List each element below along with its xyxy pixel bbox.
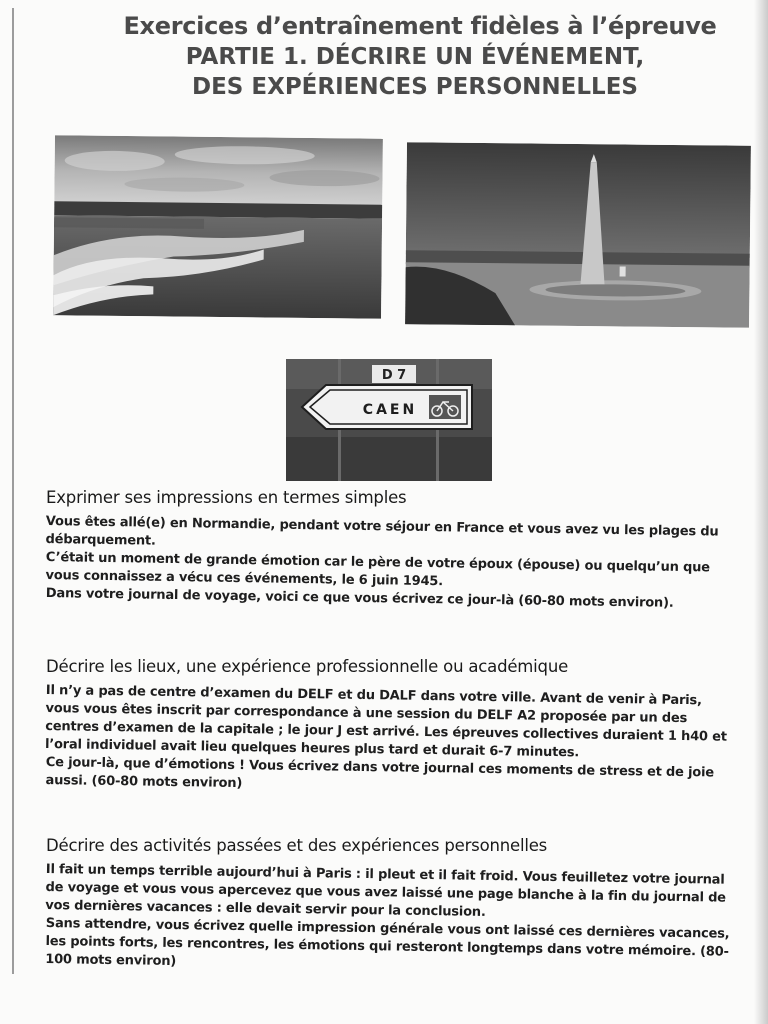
section-describe-places bbox=[46, 657, 736, 790]
section-heading: Exprimer ses impressions en termes simples bbox=[46, 488, 407, 507]
section-paragraph: Sans attendre, vous écrivez quelle impression générale vous ont laissé ces dernières vacances, les points forts, les rencontres, les émotions qui resteront longtemps dans votre mémoire. (80-100 mots environ) bbox=[45, 915, 730, 970]
section-heading: Décrire des activités passées et des expériences personnelles bbox=[46, 836, 548, 855]
page-header bbox=[40, 12, 760, 100]
section-paragraph: C’était un moment de grande émotion car le père de votre époux (épouse) ou quelqu’un que vous connaissez a vécu ces événements, le 6 juin 1945. bbox=[45, 549, 710, 590]
margin-rule bbox=[12, 8, 14, 974]
section-heading: Décrire les lieux, une expérience professionnelle ou académique bbox=[46, 657, 569, 676]
page-edge-shadow bbox=[754, 0, 768, 1024]
road-sign-photo bbox=[286, 359, 492, 481]
beach-photo bbox=[53, 135, 383, 318]
section-paragraph: Il fait un temps terrible aujourd’hui à Paris : il pleut et il fait froid. Vous feuilletez votre journal de voyage et vous vous apercevez que vous avez laissé une page blanche à la fin du journal de vos dernières vacances : elle devait servir pour la conclusion. bbox=[45, 861, 726, 920]
page-title: Exercices d’entraînement fidèles à l’épreuve bbox=[123, 12, 717, 40]
section-express-impressions bbox=[45, 488, 736, 611]
monument-photo bbox=[405, 142, 751, 328]
sign-city-name: CAEN bbox=[362, 402, 418, 418]
part-title-line-1: PARTIE 1. DÉCRIRE UN ÉVÉNEMENT, bbox=[185, 44, 645, 70]
section-paragraph: Ce jour-là, que d’émotions ! Vous écrivez dans votre journal ces moments de stress et de joie aussi. (60-80 mots environ) bbox=[45, 754, 715, 792]
sign-road-number: D 7 bbox=[381, 368, 407, 383]
section-past-activities bbox=[46, 836, 736, 969]
part-title-line-2: DES EXPÉRIENCES PERSONNELLES bbox=[192, 74, 638, 100]
section-paragraph: Il n’y a pas de centre d’examen du DELF et du DALF dans votre ville. Avant de venir à Paris, vous vous êtes inscrit par correspondance à une session du DELF A2 proposée par un des centres d’examen de la capitale ; le jour J est arrivé. Les épreuves collectives duraient 1 h40 et l’oral individuel avait lieu quelques heures plus tard et durait 6-7 minutes. bbox=[44, 682, 727, 761]
section-paragraph: Dans votre journal de voyage, voici ce que vous écrivez ce jour-là (60-80 mots environ). bbox=[45, 585, 674, 611]
section-paragraph: Vous êtes allé(e) en Normandie, pendant votre séjour en France et vous avez vu les plages du débarquement. bbox=[45, 513, 719, 549]
